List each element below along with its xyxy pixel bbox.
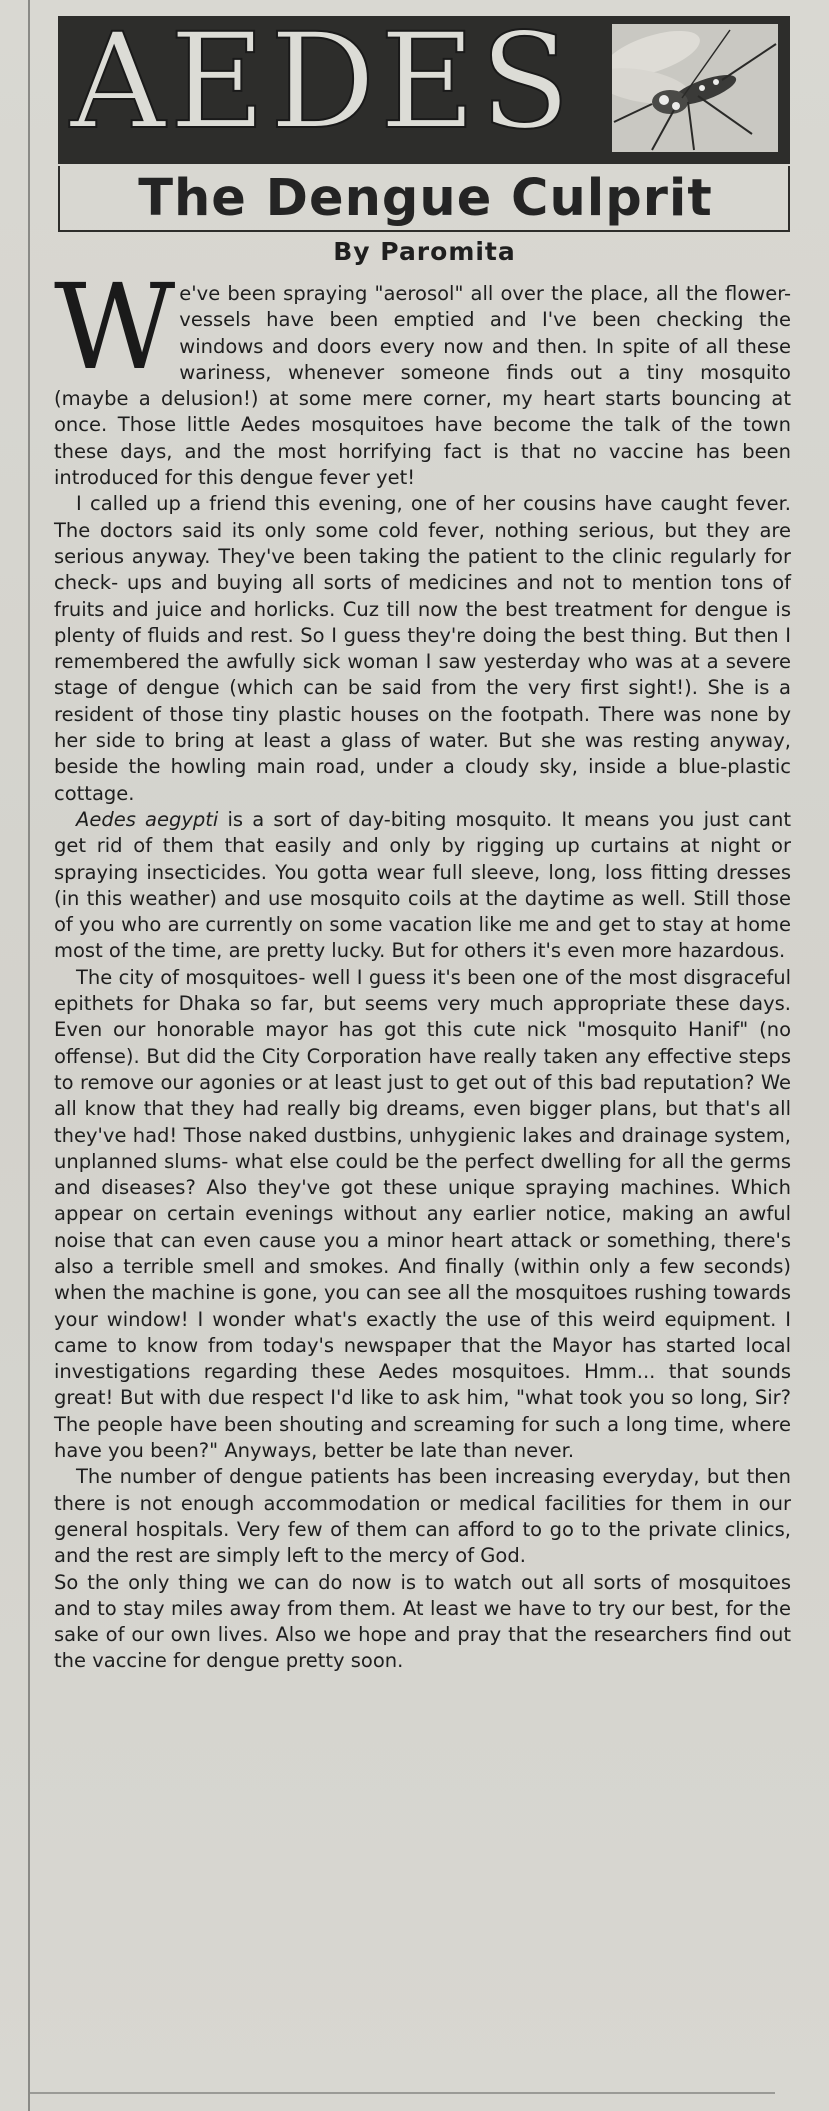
byline: By Paromita xyxy=(333,237,516,266)
species-name: Aedes aegypti xyxy=(76,807,219,831)
mosquito-icon xyxy=(612,24,778,152)
article-body xyxy=(54,258,791,2060)
paragraph-1 xyxy=(54,258,791,491)
paragraph-3 xyxy=(54,807,791,965)
bottom-divider xyxy=(30,2092,775,2094)
paragraph-6: So the only thing we can do now is to watch out all sorts of mosquitoes and to stay miles away from them. At least we have to try our best, for the sake of our own lives. Also we hope and pray that the researchers find out the vaccine for dengue pretty soon. xyxy=(54,1570,791,1673)
paragraph-3-text: is a sort of day-biting mosquito. It means you just cant get rid of them that easily and only by rigging up curtains at night or spraying insecticides. You gotta wear full sleeve, long, loss fitting dresses (in this weather) and use mosquito coils at the daytime as well. Still those of you who are currently on some vacation like me and get to stay at home most of the time, are pretty lucky. But for others it's even more hazardous. xyxy=(54,807,791,963)
banner-title: AEDES xyxy=(70,5,575,159)
paragraph-5: The number of dengue patients has been increasing everyday, but then there is not enough accommodation or medical facilities for them in our general hospitals. Very few of them can afford to go to the private clinics, and the rest are simply left to the mercy of God. xyxy=(54,1465,791,1568)
paragraph-1-text: e've been spraying "aerosol" all over the place, all the flower-vessels have been emptied and I've been checking the windows and doors every now and then. In spite of all these wariness, whenever someone finds out a tiny mosquito (maybe a delusion!) at some mere corner, my heart starts bouncing at once. Those little Aedes mosquitoes have become the talk of the town these days, and the most horrifying fact is that no vaccine has been introduced for this dengue fever yet! xyxy=(54,282,791,490)
column-divider xyxy=(28,0,30,2111)
paragraph-4: The city of mosquitoes- well I guess it's been one of the most disgraceful epithets for Dhaka so far, but seems very much appropriate these days. Even our honorable mayor has got this cute nick "mosquito Hanif" (no offense). But did the City Corporation have really taken any effective steps to remove our agonies or at least just to get out of this bad reputation? We all know that they had really big dreams, even bigger plans, but that's all they've had! Those naked dustbins, unhygienic lakes and drainage system, unplanned slums- what else could be the perfect dwelling for all the germs and diseases? Also they've got these unique spraying machines. Which appear on certain evenings without any earlier notice, making an awful noise that can even cause you a minor heart attack or something, there's also a terrible smell and smokes. And finally (within only a few seconds) when the machine is gone, you can see all the mosquitoes rushing towards your window! I wonder what's exactly the use of this weird equipment. I came to know from today's newspaper that the Mayor has started local investigations regarding these Aedes mosquitoes. Hmm... that sounds great! But with due respect I'd like to ask him, "what took you so long, Sir? The people have been shouting and screaming for such a long time, where have you been?" Anyways, better be late than never. xyxy=(54,965,791,1463)
mosquito-photo xyxy=(612,24,778,152)
paragraph-2: I called up a friend this evening, one of her cousins have caught fever. The doctors said its only some cold fever, nothing serious, but they are serious anyway. They've been taking the patient to the clinic regularly for check- ups and buying all sorts of medicines and not to mention tons of fruits and juice and horlicks. Cuz till now the best treatment for dengue is plenty of fluids and rest. So I guess they're doing the best thing. But then I remembered the awfully sick woman I saw yesterday who was at a severe stage of dengue (which can be said from the very first sight!). She is a resident of those tiny plastic houses on the footpath. There was none by her side to bring at least a glass of water. But she was resting anyway, beside the howling main road, under a cloudy sky, inside a blue-plastic cottage. xyxy=(54,492,791,805)
drop-cap: W xyxy=(54,258,176,396)
article-subtitle: The Dengue Culprit xyxy=(138,169,713,228)
